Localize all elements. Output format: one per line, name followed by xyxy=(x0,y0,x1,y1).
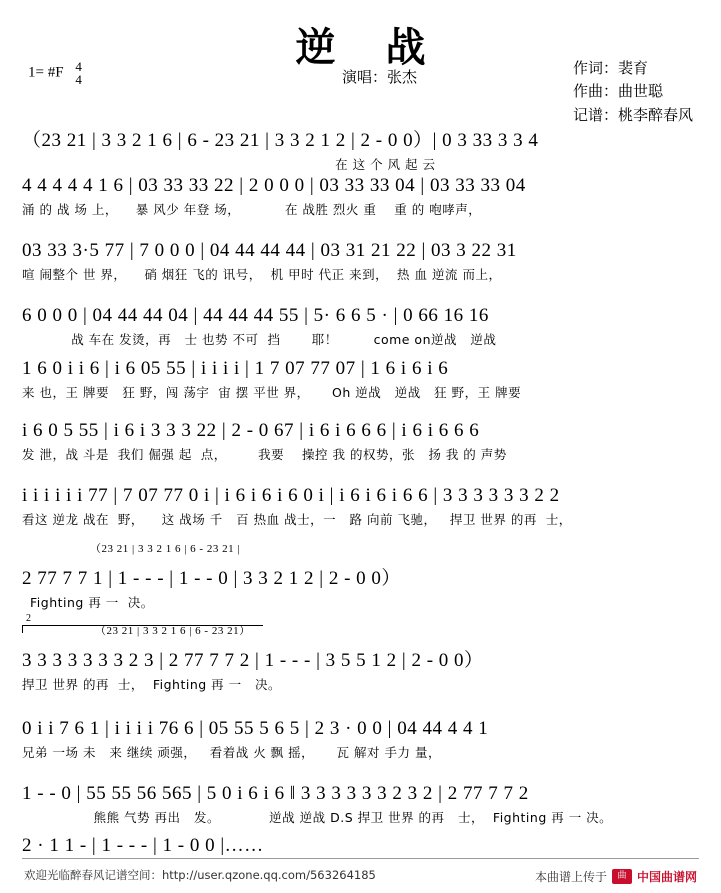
staff-lyrics: 看这 逆龙 战在 野， 这 战场 千 百 热血 战士，一 路 向前 飞驰， 捍卫 世界 的再 士， xyxy=(22,512,572,527)
footer-link[interactable]: 欢迎光临醉春风记谱空间：http://user.qzone.qq.com/563264185 xyxy=(24,868,376,882)
footer-divider xyxy=(22,858,699,859)
time-signature xyxy=(75,60,82,86)
site-logo-icon: 曲 xyxy=(612,869,632,884)
volta-number: 2 xyxy=(26,613,31,624)
staff-lyrics: 战 车在 发烫，再 士 也势 不可 挡 耶！ come on逆战 逆战 xyxy=(22,332,497,347)
site-brand-name[interactable]: 中国曲谱网 xyxy=(636,870,697,884)
staff-notes: （23 21 | 3 3 2 1 6 | 6 - 23 21 | 3 3 2 1 2 | 2 - 0 0）| 0 3 33 3 3 4 xyxy=(22,130,539,151)
key-label: 1= #F xyxy=(28,64,64,81)
credits-block xyxy=(573,58,693,128)
staff-notes: （23 21 | 3 3 2 1 6 | 6 - 23 21 | xyxy=(90,543,241,555)
staff-notes: （23 21 | 3 3 2 1 6 | 6 - 23 21） xyxy=(95,625,251,637)
singer-credit: 演唱：张杰 xyxy=(342,70,418,86)
footer-brand xyxy=(535,868,697,885)
composer-credit: 作曲：曲世聪 xyxy=(572,84,663,101)
staff-lyrics: 来 也，王 牌要 狂 野，闯 荡宇 宙 摆 平世 界， Oh 逆战 逆战 狂 野，王 牌要 xyxy=(22,385,522,400)
staff-lyrics: 涌 的 战 场 上， 暴 风少 年登 场， 在 战胜 烈火 重 重 的 咆哮声， xyxy=(22,202,482,217)
key-signature xyxy=(28,60,82,86)
page-title: 逆 战 xyxy=(295,25,444,71)
staff-lyrics: 兄弟 一场 未 来 继续 顽强， 看着战 火 飘 摇， 瓦 解对 手力 量， xyxy=(22,745,441,760)
footer-upload-text: 本曲谱上传于 xyxy=(534,870,607,884)
staff-lyrics: 喧 闹整个 世 界， 硝 烟狂 飞的 讯号， 机 甲时 代正 来到， 热 血 逆流 而上， xyxy=(22,267,502,282)
staff-lyrics: 捍卫 世界 的再 士， Fighting 再 一 决。 xyxy=(22,677,282,692)
lyricist-credit: 作词：裴育 xyxy=(572,61,648,77)
staff-notes: 4 4 4 4 4 1 6 | 03 33 33 22 | 2 0 0 0 | 03 33 33 04 | 03 33 33 04 xyxy=(22,175,526,196)
staff-notes: 1 6 0 i i 6 | i 6 05 55 | i i i i | 1 7 07 77 07 | 1 6 i 6 i 6 xyxy=(22,358,449,379)
staff-lyrics: 在 这 个 风 起 云 xyxy=(22,157,436,172)
staff-notes: i i i i i i 77 | 7 07 77 0 i | i 6 i 6 i 6 0 i | i 6 i 6 i 6 6 | 3 3 3 3 3 3 2 2 xyxy=(22,485,560,506)
staff-lyrics: Fighting 再 一 决。 xyxy=(30,595,154,610)
staff-lyrics: 熊熊 气势 再出 发。 逆战 逆战 D.S 捍卫 世界 的再 士， Fighting 再 一 决。 xyxy=(22,810,613,825)
staff-notes: 2 77 7 7 1 | 1 - - - | 1 - - 0 | 3 3 2 1 2 | 2 - 0 0） xyxy=(22,568,401,589)
staff-notes: 3 3 3 3 3 3 3 2 3 | 2 77 7 7 2 | 1 - - - | 3 5 5 1 2 | 2 - 0 0） xyxy=(22,650,484,671)
time-signature-denominator: 4 xyxy=(75,72,82,87)
staff-notes: 6 0 0 0 | 04 44 44 04 | 44 44 44 55 | 5· 6 6 5 · | 0 66 16 16 xyxy=(22,305,489,326)
staff-notes: 03 33 3·5 77 | 7 0 0 0 | 04 44 44 44 | 03 31 21 22 | 03 3 22 31 xyxy=(22,240,517,261)
staff-notes: 1 - - 0 | 55 55 56 565 | 5 0 i 6 i 6 ‖ 3 3 3 3 3 3 2 3 2 | 2 77 7 7 2 xyxy=(22,783,529,804)
staff-notes: i 6 0 5 55 | i 6 i 3 3 3 22 | 2 - 0 67 | i 6 i 6 6 6 | i 6 i 6 6 6 xyxy=(22,420,480,441)
time-signature-numerator: 4 xyxy=(75,59,82,74)
staff-lyrics: 发 泄，战 斗是 我们 倔强 起 点， 我要 操控 我 的权势，张 扬 我 的 声势 xyxy=(22,447,507,462)
staff-notes: 0 i i 7 6 1 | i i i i 76 6 | 05 55 5 6 5 | 2 3 · 0 0 | 04 44 4 4 1 xyxy=(22,718,489,739)
transcriber-credit: 记谱：桃李醉春风 xyxy=(572,107,693,124)
staff-notes: 2 · 1 1 - | 1 - - - | 1 - 0 0 |…… xyxy=(22,835,264,856)
